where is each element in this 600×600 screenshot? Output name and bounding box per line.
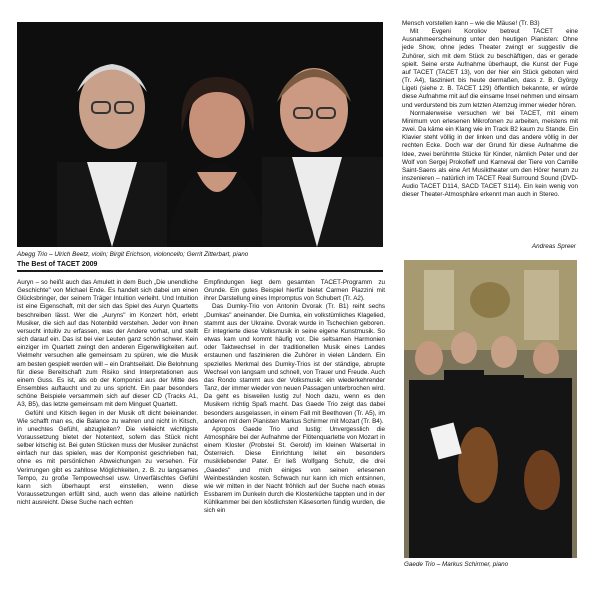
abegg-trio-photo-art (17, 22, 383, 247)
paragraph: Gefühl und Kitsch liegen in der Musik oft dicht beieinander. Wie schafft man es, die Balance zu wahren und nicht in Kitsch, in unechtes Gefühl, abzugleiten? Die vielleicht wichtigste Voraussetzung bietet der Notentext, sofern das Stück nicht selber kitschig ist. Bei guten Stücken muss der Musiker zunächst einfach nur das spielen, was der Komponist geschrieben hat, ohne es mit persönlichen Abweichungen zu versehen. Für Verirrungen gibt es zahllose Möglichkeiten, z. B. zu langsames Tempo, zu große Tempowechsel usw. Unverfälschtes Gefühl kann sich überhaupt erst einstellen, wenn diese Voraussetzungen erfüllt sind, auch wenn das alleine natürlich nicht ausreicht. Diese Suche nach echten (17, 409, 198, 507)
gaede-trio-caption: Gaede Trio – Markus Schirmer, piano (404, 561, 509, 568)
author-name: Andreas Spreer (531, 243, 576, 250)
column-1 (17, 279, 198, 507)
paragraph: Apropos Gaede Trio und lustig: Unvergesslich die Atmosphäre bei der Aufnahme der Flötenquartette von Mozart in einem Kloster (Probstei St. Gerold) im kleinen Walsertal in Österreich. Diese Einrichtung leitet ein besonders musikliebender Pater. Er ließ Wolfgang Schulz, die drei „Gaedes" und mich einiges von seinen erlesenen Weinbeständen kosten. Schwach nur kann ich mich entsinnen, wie wir mitten in der Nacht fröhlich auf der Suche nach etwas Essbarem im Dunkeln durch die Klosterküche tappten und in der Kühlkammer bei den köstlichsten Käsesorten fündig wurden, die sich ein (204, 425, 385, 515)
paragraph: Empfindungen liegt dem gesamten TACET-Programm zu Grunde. Ein gutes Beispiel hierfür bietet Carmen Piazzini mit ihrer Darstellung eines Impromptus von Schubert (Tr. A2). (204, 279, 385, 303)
paragraph: Auryn – so heißt auch das Amulett in dem Buch „Die unendliche Geschichte" von Michael Ende. Es handelt sich dabei um einen Glücksbringer, der seinem Träger Intuition verleiht. Und Intuition ist eine Eigenschaft, mit der sich das Spiel des Auryn Quartetts beschreiben lässt. Wer die „Auryns" im Konzert hört, erlebt Musiker, die sich auf das Notenbild verstehen. Jeder von ihnen versucht intuitiv zu erfassen, was der Andere vorhat, und stellt sich darauf ein. Das ist bei vier Leuten ganz schön schwer. Kein einziger im Quartett zwingt den anderen Eigenwilligkeiten auf. Vielmehr versuchen alle gemeinsam zu spüren, wie die Musik am besten gespielt werden will – ein Drahtseilakt. Die Belohnung für diese Bereitschaft zum Risiko sind Interpretationen aus einem Guss. Es ist, als ob der Komponist aus der Mitte des Ensembles auftaucht und zu uns spricht. Ein paar besonders schöne Beispiele versammeln sich auf dieser CD (Tracks A1, A3, B5), das letzte gemeinsam mit dem Minguet Quartett. (17, 279, 198, 409)
column-2 (204, 279, 385, 516)
gaede-trio-photo (404, 260, 577, 558)
right-column-top (402, 20, 578, 199)
paragraph: Das Dumky-Trio von Antonin Dvorak (Tr. B1) reiht sechs „Dumkas" aneinander. Die Dumka, ein volkstümliches Klagelied, stammt aus der Ukraine. Dvorak wurde in Tschechien geboren. Er integrierte diese Volksmusik in seine eigene Kunstmusik. So etwas kam und kommt häufig vor. Die seltsamen Harmonien oder Taktwechsel in der traditionellen Musik eines Landes erstaunen und faszinieren die Zuhörer in vielen Ländern. Ein spezielles Merkmal des Dumky-Trios ist der ständige, abrupte Wechsel von langsam und schnell, von Trauer und Freude. Auch das Rondo stammt aus der Volksmusik: ein wiederkehrender Tanz, der immer wieder von neuen Passagen unterbrochen wird. Da geht es bisweilen lustig zu! Noch dazu, wenn es den Musikern richtig Spaß macht. Das Gaede Trio zeigt das dabei besonders ausgelassen, in einem Fall mit Beethoven (Tr. A5), im anderen mit dem Pianisten Markus Schirmer mit Mozart (Tr. B4). (204, 303, 385, 425)
paragraph: Normalerweise versuchen wir bei TACET, mit einem Minimum von erlesenen Mikrofonen zu arbeiten, meistens mit zwei. Da käme ein Klang wie im Track B2 kaum zu Stande. Ein Klavier steht völlig in der linken und das andere völlig in der rechten Ecke. Doch war der Grund für diese Aufnahme die Idee, zwei berühmte Stücke für Kinder, nämlich Peter und der Wolf von Sergej Prokofieff und Karneval der Tiere von Camille Saint-Saens als eine Art Musiktheater um den Hörer herum zu inszenieren – natürlich im TACET Real Surround Sound (DVD-Audio TACET D114, SACD TACET S114). Ein kein wenig von dieser Theater-Atmosphäre erkennt man auch in Stereo. (402, 109, 578, 199)
heading-rule (17, 270, 383, 272)
paragraph: Mensch vorstellen kann – wie die Mäuse! (Tr. B3) (402, 20, 540, 27)
section-heading: The Best of TACET 2009 (17, 261, 98, 268)
gaede-trio-photo-art (404, 260, 577, 558)
abegg-trio-caption: Abegg Trio – Ulrich Beetz, violin; Birgit Erichson, violoncello; Gerrit Zitterbart, piano (17, 251, 249, 258)
abegg-trio-photo (17, 22, 383, 247)
paragraph: Mit Evgeni Koroliov betreut TACET eine Ausnahmeerscheinung unter den heutigen Pianisten: Ohne jede Show, ohne jedes Theater zwingt er suggestiv die Zuhörer, sich mit dem Stück zu beschäftigen, das er gerade spielt. Seine erste Aufnahme überhaupt, die Kunst der Fuge auf TACET (TACET 13), von der hier ein Stück geboten wird (Tr. A4), fasziniert bis heute dermaßen, dass z. B. György Ligeti (siehe z. B. TACET 129) öffentlich bekannte, er würde diese Aufnahme mit auf die einsame Insel nehmen und einsam und verdurstend bis zum letzten Atemzug immer wieder hören. (402, 28, 578, 109)
